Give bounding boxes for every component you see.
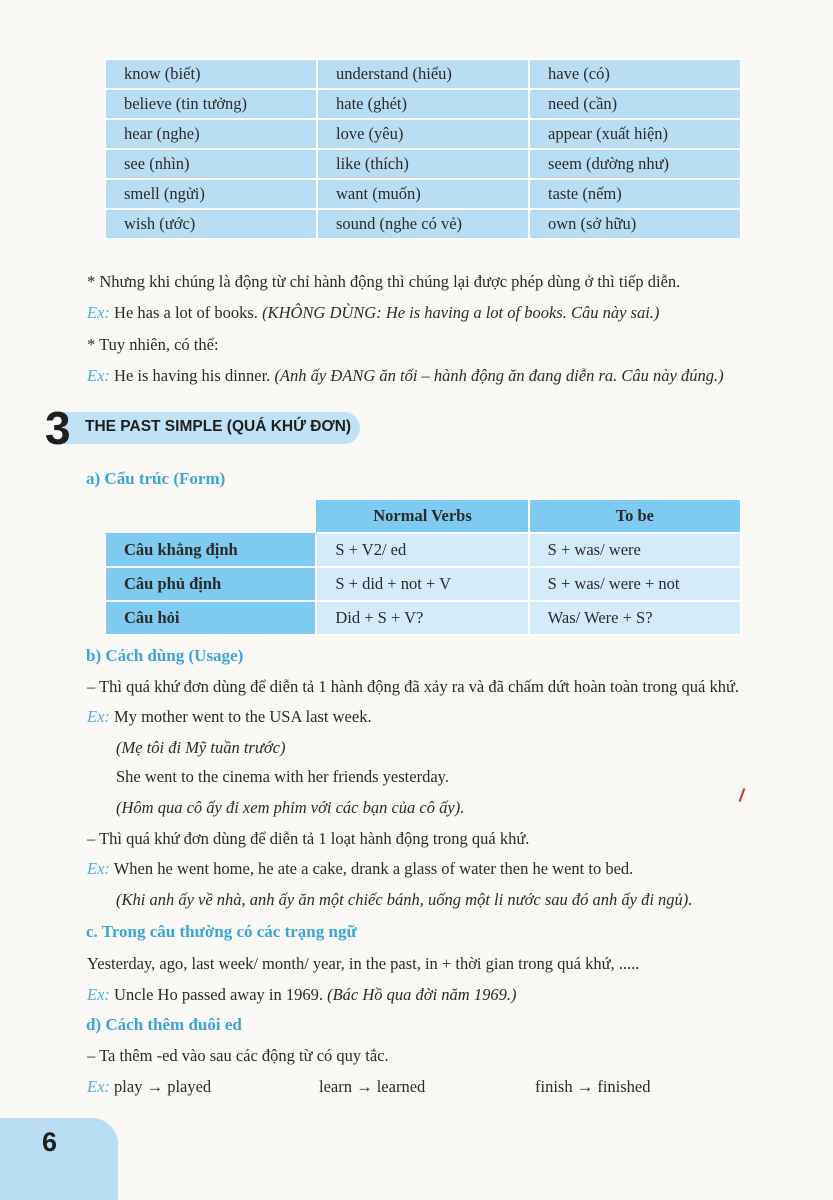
table-cell: smell (ngửi) (105, 179, 317, 209)
usage-example-2: She went to the cinema with her friends yesterday. (116, 767, 449, 786)
usage-point-2: – Thì quá khứ đơn dùng để diễn tả 1 loạt hành động trong quá khứ. (87, 829, 530, 848)
table-cell: own (sở hữu) (529, 209, 741, 239)
table-row (105, 149, 741, 179)
ed-examples: Ex: play → played (87, 1077, 212, 1096)
usage-example-2-translation: (Hôm qua cô ấy đi xem phim với các bạn của cô ấy). (116, 798, 465, 817)
usage-point-1: – Thì quá khứ đơn dùng để diễn tả 1 hành động đã xảy ra và đã chấm dứt hoàn toàn trong quá khứ. (87, 677, 740, 696)
table-cell: need (cần) (529, 89, 741, 119)
usage-heading: b) Cách dùng (Usage) (86, 646, 244, 665)
table-cell: seem (dường như) (529, 149, 741, 179)
row-label: Câu khẳng định (105, 533, 316, 567)
table-cell: love (yêu) (317, 119, 529, 149)
adverbs-example: Ex: Uncle Ho passed away in 1969. (Bác Hồ qua đời năm 1969.) (87, 985, 517, 1004)
table-cell: see (nhìn) (105, 149, 317, 179)
section-number: 3 (45, 402, 71, 454)
table-row (105, 209, 741, 239)
note-however: * Tuy nhiên, có thể: (87, 335, 219, 354)
page-number-tab (0, 1118, 118, 1200)
pen-mark (739, 788, 746, 802)
table-cell: want (muốn) (317, 179, 529, 209)
table-row (105, 567, 741, 601)
stative-verbs-table (104, 58, 742, 240)
table-cell: have (có) (529, 59, 741, 89)
table-cell: sound (nghe có vẻ) (317, 209, 529, 239)
ed-rule: – Ta thêm -ed vào sau các động từ có quy tắc. (87, 1046, 389, 1065)
table-cell: Did + S + V? (316, 601, 528, 635)
note-continuous: * Nhưng khi chúng là động từ chỉ hành động thì chúng lại được phép dùng ở thì tiếp diễn. (87, 272, 681, 291)
table-cell: hear (nghe) (105, 119, 317, 149)
column-header-normal-verbs: Normal Verbs (316, 499, 528, 533)
table-cell: S + was/ were (529, 533, 741, 567)
usage-example-1: Ex: My mother went to the USA last week. (87, 707, 372, 726)
table-row (105, 59, 741, 89)
table-cell: know (biết) (105, 59, 317, 89)
table-cell: appear (xuất hiện) (529, 119, 741, 149)
usage-example-3: Ex: When he went home, he ate a cake, drank a glass of water then he went to bed. (87, 859, 634, 878)
ed-example-learn: learn → learned (319, 1077, 426, 1096)
table-cell: hate (ghét) (317, 89, 529, 119)
table-cell: believe (tin tưởng) (105, 89, 317, 119)
table-cell: S + did + not + V (316, 567, 528, 601)
row-label: Câu phủ định (105, 567, 316, 601)
adverbs-list: Yesterday, ago, last week/ month/ year, in the past, in + thời gian trong quá khứ, ..... (87, 954, 640, 973)
table-row (105, 601, 741, 635)
form-heading: a) Cấu trúc (Form) (86, 469, 226, 488)
adverbs-heading: c. Trong câu thường có các trạng ngữ (86, 922, 357, 941)
table-row (105, 179, 741, 209)
past-simple-form-table (104, 498, 742, 636)
example-having: Ex: He is having his dinner. (Anh ấy ĐANG ăn tối – hành động ăn đang diễn ra. Câu này đúng.) (87, 366, 724, 385)
table-row (105, 119, 741, 149)
table-cell: S + was/ were + not (529, 567, 741, 601)
column-header-to-be: To be (529, 499, 741, 533)
example-have: Ex: He has a lot of books. (KHÔNG DÙNG: He is having a lot of books. Câu này sai.) (87, 303, 660, 322)
section-title: THE PAST SIMPLE (QUÁ KHỨ ĐƠN) (85, 418, 352, 435)
table-cell: like (thích) (317, 149, 529, 179)
table-cell: Was/ Were + S? (529, 601, 741, 635)
table-row (105, 89, 741, 119)
table-cell: S + V2/ ed (316, 533, 528, 567)
ed-example-finish: finish → finished (535, 1077, 651, 1096)
table-cell: taste (nếm) (529, 179, 741, 209)
usage-example-3-translation: (Khi anh ấy về nhà, anh ấy ăn một chiếc bánh, uống một li nước sau đó anh ấy đi ngủ). (116, 890, 693, 909)
usage-example-1-translation: (Mẹ tôi đi Mỹ tuần trước) (116, 738, 286, 757)
row-label: Câu hỏi (105, 601, 316, 635)
table-cell: wish (ước) (105, 209, 317, 239)
ed-heading: d) Cách thêm đuôi ed (86, 1015, 242, 1034)
page-number: 6 (42, 1127, 58, 1157)
table-cell: understand (hiểu) (317, 59, 529, 89)
table-row (105, 533, 741, 567)
